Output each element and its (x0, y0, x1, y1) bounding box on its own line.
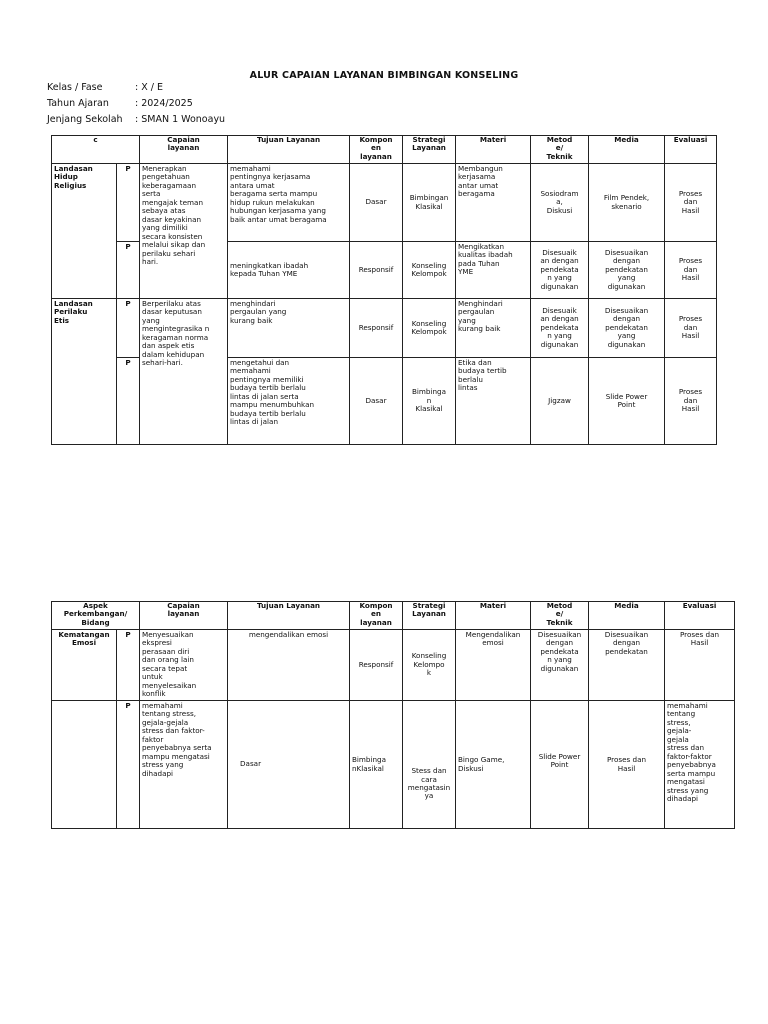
col-header-materi: Materi (456, 602, 531, 630)
media-cell: Disesuaikan dengan pendekatan yang digunakan (589, 299, 665, 358)
capaian-cell: Menerapkan pengetahuan keberagamaan serta mengajak teman sebaya atas dasar keyakinan yang dimiliki secara konsisten melalui sikap dan perilaku sehari hari. (140, 164, 228, 299)
p-marker: P (117, 701, 140, 829)
tujuan-cell: Dasar (228, 701, 350, 829)
col-header-komponen: Kompon en layanan (350, 136, 403, 164)
table-header-row (52, 136, 717, 164)
col-header-media: Media (589, 602, 665, 630)
evaluasi-cell: memahami tentang stress, gejala- gejala stress dan faktor-faktor penyebabnya serta mampu mengatasi stress yang dihadapi (665, 701, 735, 829)
col-header-strategi: Strategi Layanan (403, 602, 456, 630)
col-header-tujuan: Tujuan Layanan (228, 602, 350, 630)
table-header-row (52, 602, 735, 630)
col-header-tujuan: Tujuan Layanan (228, 136, 350, 164)
media-cell: Disesuaikan dengan pendekatan (589, 630, 665, 701)
komponen-cell: Dasar (350, 164, 403, 242)
komponen-cell: Responsif (350, 630, 403, 701)
metode-cell: Jigzaw (531, 358, 589, 445)
col-header-media: Media (589, 136, 665, 164)
metode-cell: Disesuaik an dengan pendekata n yang digunakan (531, 242, 589, 299)
evaluasi-cell: Proses dan Hasil (665, 630, 735, 701)
p-marker: P (117, 242, 140, 299)
capaian-cell: Menyesuaikan ekspresi perasaan diri dan orang lain secara tepat untuk menyelesaikan konflik (140, 630, 228, 701)
materi-cell: Menghindari pergaulan yang kurang baik (456, 299, 531, 358)
col-header-aspek: c (52, 136, 140, 164)
strategi-cell: Bimbinga n Klasikal (403, 358, 456, 445)
tujuan-cell: meningkatkan ibadah kepada Tuhan YME (228, 242, 350, 299)
document-title: ALUR CAPAIAN LAYANAN BIMBINGAN KONSELING (249, 70, 519, 81)
strategi-cell: Konseling Kelompok (403, 242, 456, 299)
tujuan-cell: memahami pentingnya kerjasama antara umat beragama serta mampu hidup rukun melakukan hubungan kerjasama yang baik antar umat beragama (228, 164, 350, 242)
p-marker: P (117, 358, 140, 445)
table-row (52, 164, 717, 242)
col-header-strategi: Strategi Layanan (403, 136, 456, 164)
komponen-cell: Responsif (350, 299, 403, 358)
table-row (52, 299, 717, 358)
meta-label: Kelas / Fase (47, 82, 103, 93)
media-cell: Slide Power Point (589, 358, 665, 445)
evaluasi-cell: Proses dan Hasil (665, 164, 717, 242)
materi-cell: Membangun kerjasama antar umat beragama (456, 164, 531, 242)
strategi-cell: Bimbingan Klasikal (403, 164, 456, 242)
strategi-cell: Konseling Kelompo k (403, 630, 456, 701)
p-marker: P (117, 164, 140, 242)
col-header-evaluasi: Evaluasi (665, 602, 735, 630)
evaluasi-cell: Proses dan Hasil (665, 242, 717, 299)
p-marker: P (117, 299, 140, 358)
col-header-materi: Materi (456, 136, 531, 164)
tujuan-cell: mengetahui dan memahami pentingnya memiliki budaya tertib berlalu lintas di jalan serta mampu menumbuhkan budaya tertib berlalu lintas di jalan (228, 358, 350, 445)
capaian-cell: Berperilaku atas dasar keputusan yang mengintegrasika n keragaman norma dan aspek etis dalam kehidupan sehari-hari. (140, 299, 228, 445)
strategi-cell: Stess dan cara mengatasin ya (403, 701, 456, 829)
tujuan-cell: menghindari pergaulan yang kurang baik (228, 299, 350, 358)
meta-label: Tahun Ajaran (47, 98, 109, 109)
komponen-cell: Responsif (350, 242, 403, 299)
materi-cell: Mengikatkan kualitas ibadah pada Tuhan YME (456, 242, 531, 299)
aspect-cell: Kematangan Emosi (52, 630, 117, 701)
komponen-cell: Bimbinga nKlasikal (350, 701, 403, 829)
media-cell: Disesuaikan dengan pendekatan yang digunakan (589, 242, 665, 299)
tujuan-cell: mengendalikan emosi (228, 630, 350, 701)
meta-value: : SMAN 1 Wonoayu (135, 114, 226, 125)
col-header-capaian: Capaian layanan (140, 136, 228, 164)
metode-cell: Disesuaikan dengan pendekata n yang digunakan (531, 630, 589, 701)
p-marker: P (117, 630, 140, 701)
komponen-cell: Dasar (350, 358, 403, 445)
meta-value: : X / E (135, 82, 163, 93)
evaluasi-cell: Proses dan Hasil (665, 299, 717, 358)
col-header-capaian: Capaian layanan (140, 602, 228, 630)
materi-cell: Mengendalikan emosi (456, 630, 531, 701)
evaluasi-cell: Proses dan Hasil (665, 358, 717, 445)
col-header-aspek: Aspek Perkembangan/ Bidang (52, 602, 140, 630)
capaian-cell: memahami tentang stress, gejala-gejala stress dan faktor- faktor penyebabnya serta mampu mengatasi stress yang dihadapi (140, 701, 228, 829)
service-flow-table-1 (51, 135, 717, 445)
metode-cell: Disesuaik an dengan pendekata n yang digunakan (531, 299, 589, 358)
table-row (52, 630, 735, 701)
aspect-cell: Landasan Hidup Religius (52, 164, 117, 299)
col-header-metode: Metod e/ Teknik (531, 136, 589, 164)
meta-value: : 2024/2025 (135, 98, 193, 109)
col-header-evaluasi: Evaluasi (665, 136, 717, 164)
col-header-komponen: Kompon en layanan (350, 602, 403, 630)
materi-cell: Etika dan budaya tertib berlalu lintas (456, 358, 531, 445)
media-cell: Film Pendek, skenario (589, 164, 665, 242)
aspect-cell: Landasan Perilaku Etis (52, 299, 117, 445)
col-header-metode: Metod e/ Teknik (531, 602, 589, 630)
metode-cell: Slide Power Point (531, 701, 589, 829)
materi-cell: Bingo Game, Diskusi (456, 701, 531, 829)
aspect-cell (52, 701, 117, 829)
strategi-cell: Konseling Kelompok (403, 299, 456, 358)
meta-label: Jenjang Sekolah (47, 114, 123, 125)
metode-cell: Sosiodram a, Diskusi (531, 164, 589, 242)
media-cell: Proses dan Hasil (589, 701, 665, 829)
table-row (52, 701, 735, 829)
service-flow-table-2 (51, 601, 735, 829)
